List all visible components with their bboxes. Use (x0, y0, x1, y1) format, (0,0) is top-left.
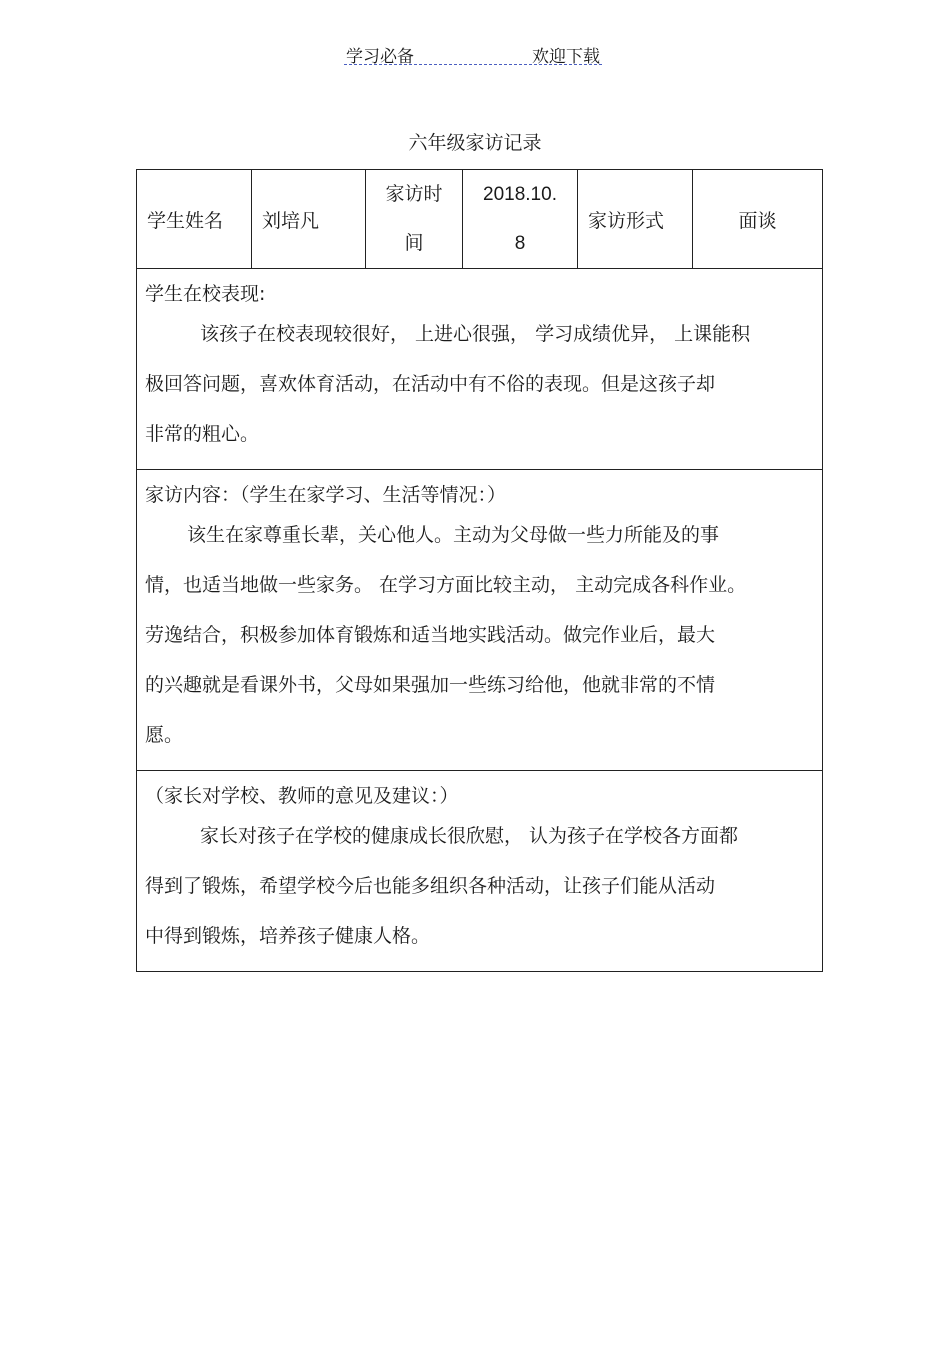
visit-content-line-3: 劳逸结合，积极参加体育锻炼和适当地实践活动。做完作业后，最大 (145, 624, 716, 646)
info-row (137, 170, 823, 269)
header-right-text: 欢迎下载 (532, 47, 600, 67)
school-performance-section (137, 269, 823, 470)
visit-form-label: 家访形式 (578, 170, 693, 269)
visit-content-heading: 家访内容：（学生在家学习、生活等情况：） (145, 484, 507, 506)
student-name-label: 学生姓名 (137, 170, 252, 269)
parent-opinion-section (137, 771, 823, 972)
page-header (344, 40, 602, 65)
school-performance-heading: 学生在校表现: (145, 283, 266, 305)
school-performance-line-2: 极回答问题，喜欢体育活动，在活动中有不俗的表现。但是这孩子却 (145, 373, 716, 395)
visit-content-line-4: 的兴趣就是看课外书，父母如果强加一些练习给他，他就非常的不情 (145, 674, 716, 696)
visit-time-value-line2: 8 (514, 233, 526, 254)
parent-opinion-line-3: 中得到锻炼，培养孩子健康人格。 (145, 925, 431, 947)
visit-time-label (366, 170, 463, 269)
visit-form-value: 面谈 (693, 170, 823, 269)
visit-time-label-line1: 家访时 (385, 183, 443, 205)
visit-time-value-line1: 2018.10. (483, 184, 557, 205)
visit-content-line-2: 情，也适当地做一些家务。 在学习方面比较主动， 主动完成各科作业。 (145, 574, 747, 596)
parent-opinion-line-2: 得到了锻炼，希望学校今后也能多组织各种活动，让孩子们能从活动 (145, 875, 716, 897)
parent-opinion-row (137, 771, 823, 972)
student-name-value: 刘培凡 (252, 170, 366, 269)
school-performance-line-1: 该孩子在校表现较很好， 上进心很强， 学习成绩优异， 上课能积 (200, 323, 751, 345)
visit-content-section (137, 470, 823, 771)
visit-content-line-1: 该生在家尊重长辈，关心他人。主动为父母做一些力所能及的事 (187, 524, 720, 546)
visit-time-value (463, 170, 578, 269)
parent-opinion-heading: （家长对学校、教师的意见及建议：） (145, 785, 459, 807)
header-left-text: 学习必备 (346, 47, 414, 67)
document-title: 六年级家访记录 (408, 132, 542, 154)
home-visit-table (136, 169, 823, 972)
school-performance-row (137, 269, 823, 470)
visit-time-label-line2: 间 (404, 232, 424, 254)
school-performance-line-3: 非常的粗心。 (145, 423, 260, 445)
visit-content-line-5: 愿。 (145, 724, 184, 746)
parent-opinion-line-1: 家长对孩子在学校的健康成长很欣慰， 认为孩子在学校各方面都 (200, 825, 739, 847)
visit-content-row (137, 470, 823, 771)
